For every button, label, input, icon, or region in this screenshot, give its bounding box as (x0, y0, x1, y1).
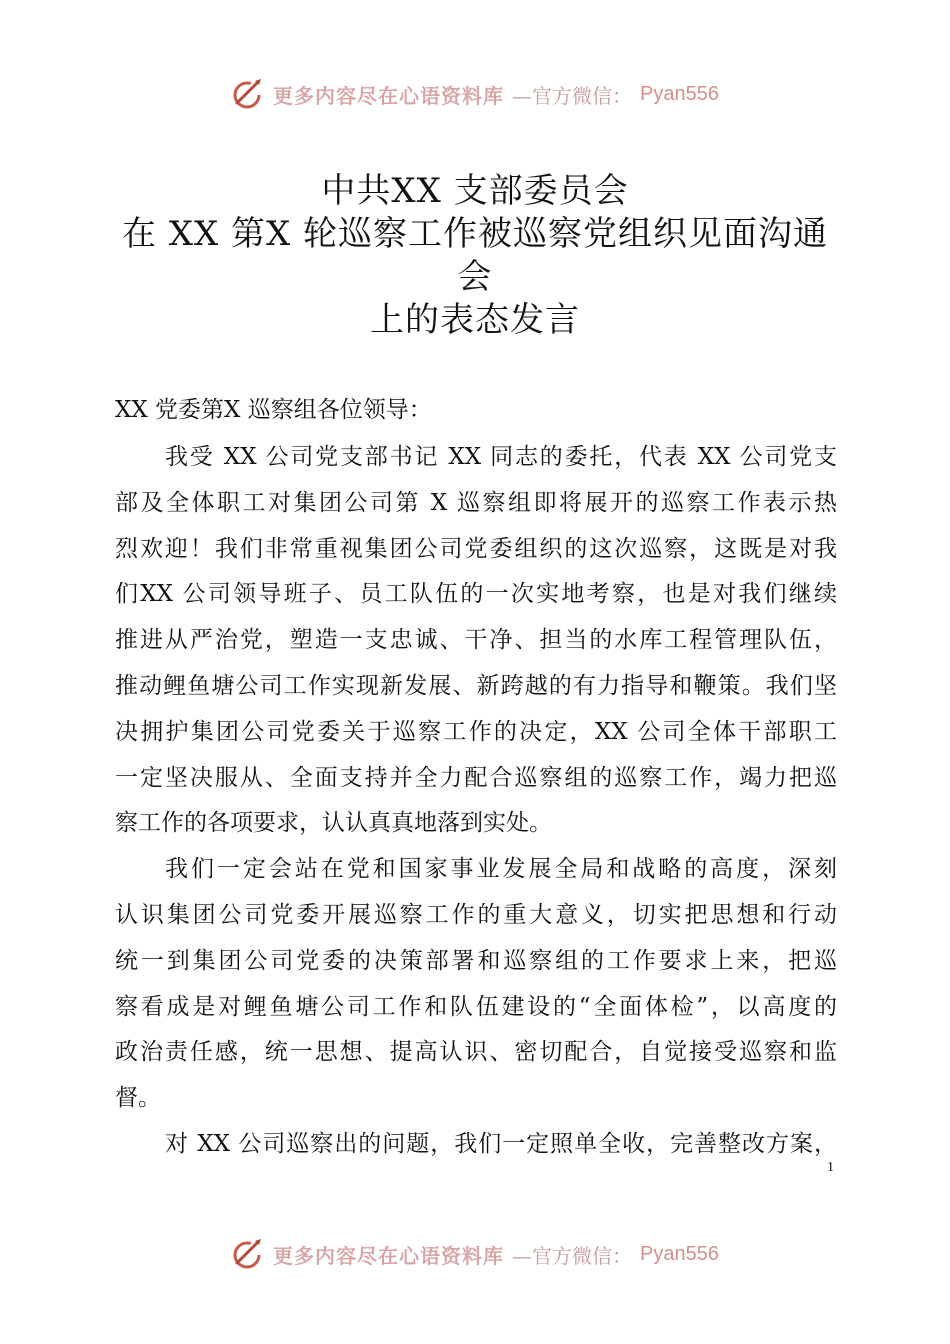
document-body (115, 435, 837, 1168)
body-line: 察看成是对鲤鱼塘公司工作和队伍建设的“全面体检”，以高度的 (115, 993, 837, 1020)
body-line: 我们一定会站在党和国家事业发展全局和战略的高度，深刻 (165, 856, 837, 883)
page-number: 1 (827, 1160, 834, 1175)
body-line: 们XX 公司领导班子、员工队伍的一次实地考察，也是对我们继续 (115, 581, 837, 608)
body-line: 政治责任感，统一思想、提高认识、密切配合，自觉接受巡察和监 (115, 1039, 837, 1066)
body-line: 决拥护集团公司党委关于巡察工作的决定，XX 公司全体干部职工 (115, 718, 837, 745)
body-line: 对 XX 公司巡察出的问题，我们一定照单全收，完善整改方案， (165, 1130, 837, 1157)
body-line: 推进从严治党，塑造一支忠诚、干净、担当的水库工程管理队伍， (115, 627, 837, 654)
body-line: 一定坚决服从、全面支持并全力配合巡察组的巡察工作，竭力把巡 (115, 764, 837, 791)
title-line: 上的表态发言 (370, 300, 580, 340)
salutation: XX 党委第X 巡察组各位领导： (115, 397, 432, 423)
body-line: 我受 XX 公司党支部书记 XX 同志的委托，代表 XX 公司党支 (165, 444, 837, 470)
title-line: 在 XX 第X 轮巡察工作被巡察党组织见面沟通 (121, 214, 829, 254)
title-line: 会 (457, 257, 493, 297)
watermark-wechat-id: Pyan556 (640, 1242, 719, 1265)
header-watermark (0, 72, 950, 116)
body-line: 督。 (115, 1085, 161, 1112)
body-line: 统一到集团公司党委的决策部署和巡察组的工作要求上来，把巡 (115, 947, 837, 974)
body-line: 部及全体职工对集团公司第 X 巡察组即将展开的巡察工作表示热 (115, 489, 837, 516)
brush-logo-icon (231, 77, 265, 111)
watermark-wechat-id: Pyan556 (640, 82, 719, 105)
title-line: 中共XX 支部委员会 (321, 171, 629, 211)
body-line: 认识集团公司党委开展巡察工作的重大意义，切实把思想和行动 (115, 901, 837, 928)
brush-logo-icon (231, 1237, 265, 1271)
body-line: 推动鲤鱼塘公司工作实现新发展、新跨越的有力指导和鞭策。我们坚 (115, 672, 837, 699)
watermark-main-text: 更多内容尽在心语资料库 (273, 1243, 505, 1268)
watermark-sub-text: —官方微信： (512, 1243, 633, 1268)
watermark-sub-text: —官方微信： (512, 83, 633, 108)
body-line: 察工作的各项要求，认认真真地落到实处。 (115, 810, 552, 837)
watermark-main-text: 更多内容尽在心语资料库 (273, 83, 505, 108)
document-title (110, 170, 840, 342)
footer-watermark (0, 1232, 950, 1276)
body-line: 烈欢迎！我们非常重视集团公司党委组织的这次巡察，这既是对我 (115, 535, 837, 562)
